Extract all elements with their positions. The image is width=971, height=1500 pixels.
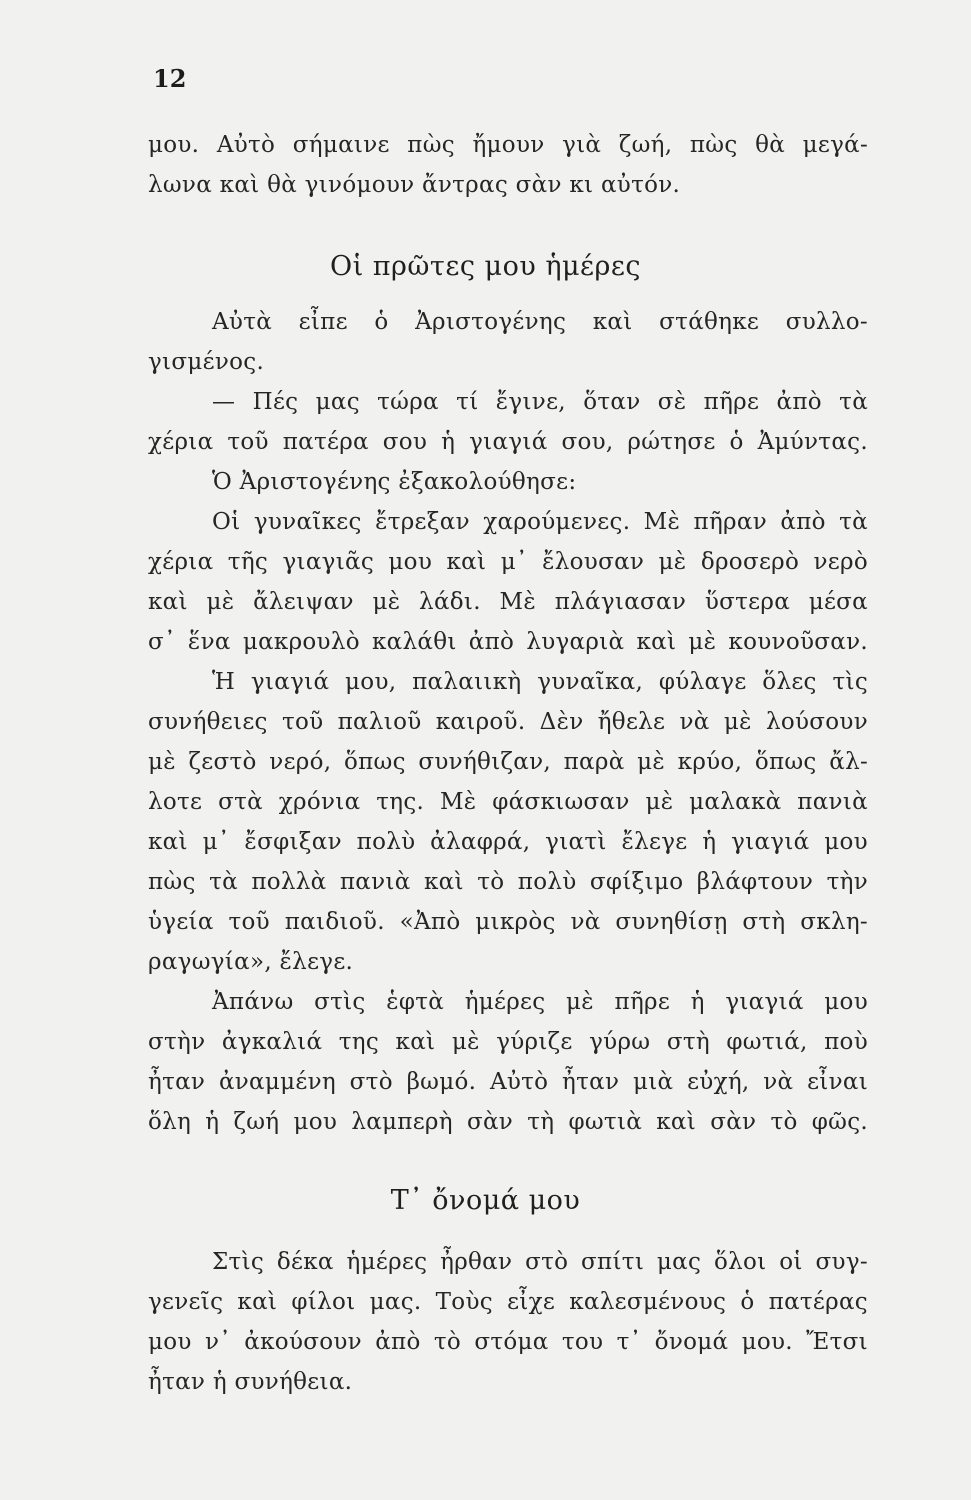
text-line: καὶ μ᾿ ἔσφιξαν πολὺ ἀλαφρά, γιατὶ ἔλεγε ἡ γιαγιά μου [148, 829, 868, 855]
text-line: ἦταν ἀναμμένη στὸ βωμό. Αὐτὸ ἦταν μιὰ εὐχή, νὰ εἶναι [148, 1069, 869, 1095]
text-line: Αὐτὰ εἶπε ὁ Ἀριστογένης καὶ στάθηκε συλλο- [212, 309, 868, 335]
page-number: 12 [153, 64, 187, 93]
text-line: χέρια τοῦ πατέρα σου ἡ γιαγιά σου, ρώτησε ὁ Ἀμύντας. [148, 429, 868, 455]
text-line: ἦταν ἡ συνήθεια. [148, 1369, 353, 1395]
section-heading: Οἱ πρῶτες μου ἡμέρες [329, 251, 642, 282]
text-line: Ἡ γιαγιά μου, παλαιικὴ γυναῖκα, φύλαγε ὅλες τὶς [212, 669, 869, 695]
text-line: συνήθειες τοῦ παλιοῦ καιροῦ. Δὲν ἤθελε νὰ μὲ λούσουν [148, 709, 868, 735]
text-line: ραγωγία», ἔλεγε. [148, 949, 354, 975]
text-line: — Πές μας τώρα τί ἔγινε, ὅταν σὲ πῆρε ἀπὸ τὰ [212, 389, 869, 415]
text-line: Ἀπάνω στὶς ἑφτὰ ἡμέρες μὲ πῆρε ἡ γιαγιά μου [212, 989, 868, 1015]
text-line: γενεῖς καὶ φίλοι μας. Τοὺς εἶχε καλεσμένους ὁ πατέρας [148, 1289, 868, 1315]
text-line: μου ν᾿ ἀκούσουν ἀπὸ τὸ στόμα του τ᾿ ὄνομά μου. Ἔτσι [148, 1329, 868, 1355]
text-line: μὲ ζεστὸ νερό, ὅπως συνήθιζαν, παρὰ μὲ κρύο, ὅπως ἄλ- [148, 749, 869, 775]
text-line: γισμένος. [148, 349, 265, 375]
text-line: λοτε στὰ χρόνια της. Μὲ φάσκιωσαν μὲ μαλακὰ πανιὰ [148, 789, 868, 815]
text-line: καὶ μὲ ἄλειψαν μὲ λάδι. Μὲ πλάγιασαν ὕστερα μέσα [148, 589, 869, 615]
text-line: πὼς τὰ πολλὰ πανιὰ καὶ τὸ πολὺ σφίξιμο βλάφτουν τὴν [148, 869, 868, 895]
section-heading: Τ᾿ ὄνομά μου [390, 1185, 581, 1216]
text-line: Στὶς δέκα ἡμέρες ἦρθαν στὸ σπίτι μας ὅλοι οἱ συγ- [212, 1249, 868, 1275]
text-line: χέρια τῆς γιαγιᾶς μου καὶ μ᾿ ἔλουσαν μὲ δροσερὸ νερὸ [148, 549, 868, 575]
text-line: στὴν ἀγκαλιά της καὶ μὲ γύριζε γύρω στὴ φωτιά, ποὺ [148, 1029, 868, 1055]
text-line: Ὁ Ἀριστογένης ἐξακολούθησε: [212, 469, 577, 495]
text-line: ὑγεία τοῦ παιδιοῦ. «Ἀπὸ μικρὸς νὰ συνηθίσῃ στὴ σκλη- [148, 909, 868, 935]
text-line: λωνα καὶ θὰ γινόμουν ἄντρας σὰν κι αὐτόν. [148, 172, 681, 198]
text-line: Οἱ γυναῖκες ἔτρεξαν χαρούμενες. Μὲ πῆραν ἀπὸ τὰ [212, 509, 869, 535]
text-line: ὅλη ἡ ζωή μου λαμπερὴ σὰν τὴ φωτιὰ καὶ σὰν τὸ φῶς. [148, 1109, 869, 1135]
text-line: μου. Αὐτὸ σήμαινε πὼς ἤμουν γιὰ ζωή, πὼς θὰ μεγά- [148, 132, 869, 158]
text-line: σ᾿ ἕνα μακρουλὸ καλάθι ἀπὸ λυγαριὰ καὶ μὲ κουνοῦσαν. [148, 629, 868, 655]
